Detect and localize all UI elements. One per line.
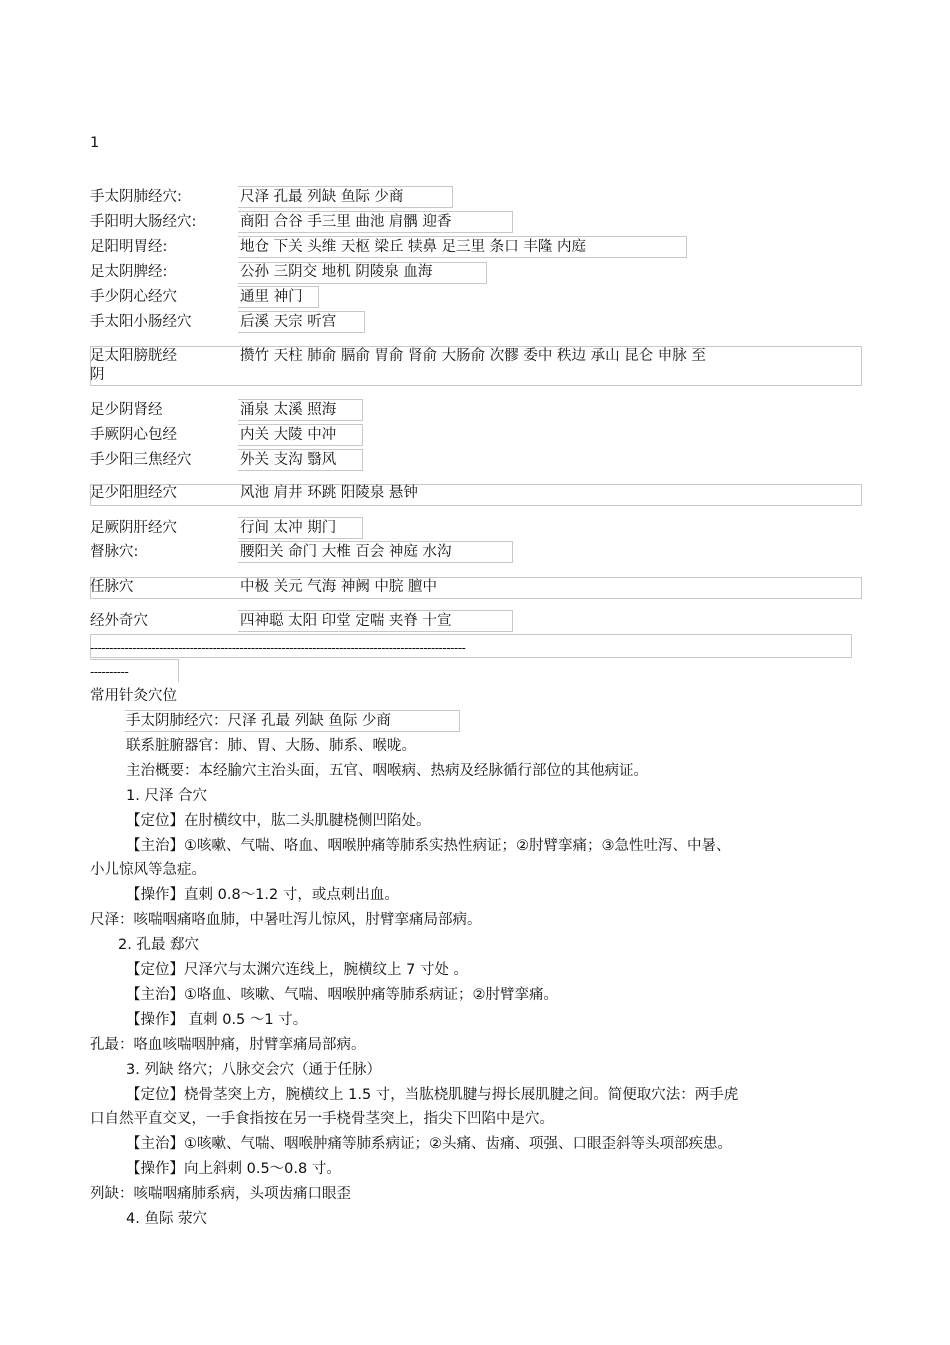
meridian-points: 涌泉 太溪 照海 — [240, 402, 337, 418]
body-line: 【主治】①咳嗽、气喘、咽喉肿痛等肺系病证；②头痛、齿痛、项强、口眼歪斜等头项部疾患。 — [126, 1136, 732, 1152]
separator-line: ---------- — [90, 665, 129, 679]
mnemonic-line: 孔最：咯血咳喘咽肿痛，肘臂挛痛局部病。 — [90, 1037, 366, 1053]
meridian-label: 手少阴心经穴 — [90, 289, 177, 305]
meridian-label: 手阳明大肠经穴: — [90, 214, 197, 230]
meridian-points: 中极 关元 气海 神阙 中脘 膻中 — [240, 579, 438, 595]
body-line: 【定位】尺泽穴与太渊穴连线上，腕横纹上 7 寸处 。 — [126, 962, 469, 978]
meridian-points: 后溪 天宗 听宫 — [240, 314, 337, 330]
meridian-points: 风池 肩井 环跳 阳陵泉 悬钟 — [240, 485, 418, 501]
meridian-label: 足太阳膀胱经 — [90, 348, 177, 364]
meridian-points: 内关 大陵 中冲 — [240, 427, 337, 443]
point-heading: 4. 鱼际 荥穴 — [126, 1211, 208, 1227]
meridian-points: 外关 支沟 翳风 — [240, 452, 337, 468]
meridian-label: 足太阴脾经: — [90, 264, 168, 280]
meridian-points: 通里 神门 — [240, 289, 303, 305]
meridian-label: 督脉穴: — [90, 544, 139, 560]
point-heading: 2. 孔最 郄穴 — [118, 937, 200, 953]
body-line: 手太阴肺经穴：尺泽 孔最 列缺 鱼际 少商 — [126, 713, 391, 729]
body-line: 【主治】①咳嗽、气喘、咯血、咽喉肿痛等肺系实热性病证；②肘臂挛痛；③急性吐泻、中暑、 — [126, 838, 731, 854]
meridian-label-cont: 阴 — [90, 367, 105, 383]
point-heading: 3. 列缺 络穴；八脉交会穴（通于任脉） — [126, 1062, 382, 1078]
body-line: 【操作】直刺 0.8～1.2 寸，或点刺出血。 — [126, 887, 399, 903]
meridian-label: 手少阳三焦经穴 — [90, 452, 192, 468]
body-line: 主治概要：本经腧穴主治头面，五官、咽喉病、热病及经脉循行部位的其他病证。 — [126, 763, 648, 779]
body-line: 【定位】桡骨茎突上方，腕横纹上 1.5 寸，当肱桡肌腱与拇长展肌腱之间。简便取穴法：两手虎 — [126, 1087, 739, 1103]
page-number: 1 — [90, 135, 100, 151]
body-line: 【主治】①咯血、咳嗽、气喘、咽喉肿痛等肺系病证；②肘臂挛痛。 — [126, 987, 558, 1003]
point-heading: 1. 尺泽 合穴 — [126, 788, 208, 804]
meridian-label: 足少阳胆经穴 — [90, 485, 177, 501]
meridian-label: 手厥阴心包经 — [90, 427, 177, 443]
section-title: 常用针灸穴位 — [90, 688, 177, 704]
meridian-points: 行间 太冲 期门 — [240, 520, 337, 536]
meridian-points: 攒竹 天柱 肺俞 膈俞 胃俞 肾俞 大肠俞 次髎 委中 秩边 承山 昆仑 申脉 至 — [240, 348, 706, 364]
body-line: 【操作】向上斜刺 0.5～0.8 寸。 — [126, 1161, 341, 1177]
meridian-label: 足阳明胃经: — [90, 239, 168, 255]
meridian-points: 尺泽 孔最 列缺 鱼际 少商 — [240, 189, 404, 205]
meridian-label: 经外奇穴 — [90, 613, 148, 629]
meridian-label: 任脉穴 — [90, 579, 134, 595]
meridian-points: 商阳 合谷 手三里 曲池 肩髃 迎香 — [240, 214, 452, 230]
meridian-points: 四神聪 太阳 印堂 定喘 夹脊 十宣 — [240, 613, 452, 629]
meridian-points: 腰阳关 命门 大椎 百会 神庭 水沟 — [240, 544, 452, 560]
meridian-label: 手太阳小肠经穴 — [90, 314, 192, 330]
body-line: 口自然平直交叉，一手食指按在另一手桡骨茎突上，指尖下凹陷中是穴。 — [90, 1111, 554, 1127]
meridian-label: 手太阴肺经穴: — [90, 189, 182, 205]
body-line: 【操作】 直刺 0.5 ～1 寸。 — [126, 1012, 308, 1028]
meridian-label: 足厥阴肝经穴 — [90, 520, 177, 536]
meridian-label: 足少阴肾经 — [90, 402, 163, 418]
table-cell-border — [90, 484, 862, 506]
table-cell-border — [90, 577, 862, 599]
mnemonic-line: 列缺：咳喘咽痛肺系病，头项齿痛口眼歪 — [90, 1186, 351, 1202]
body-line: 【定位】在肘横纹中，肱二头肌腱桡侧凹陷处。 — [126, 813, 431, 829]
mnemonic-line: 尺泽：咳喘咽痛咯血肺，中暑吐泻儿惊风，肘臂挛痛局部病。 — [90, 912, 482, 928]
body-line: 小儿惊风等急症。 — [90, 862, 206, 878]
meridian-points: 公孙 三阴交 地机 阴陵泉 血海 — [240, 264, 433, 280]
body-line: 联系脏腑器官：肺、胃、大肠、肺系、喉咙。 — [126, 738, 416, 754]
meridian-points: 地仓 下关 头维 天枢 梁丘 犊鼻 足三里 条口 丰隆 内庭 — [240, 239, 586, 255]
separator-line: -------------------------------------------------------------------------------------------------- — [90, 641, 466, 655]
